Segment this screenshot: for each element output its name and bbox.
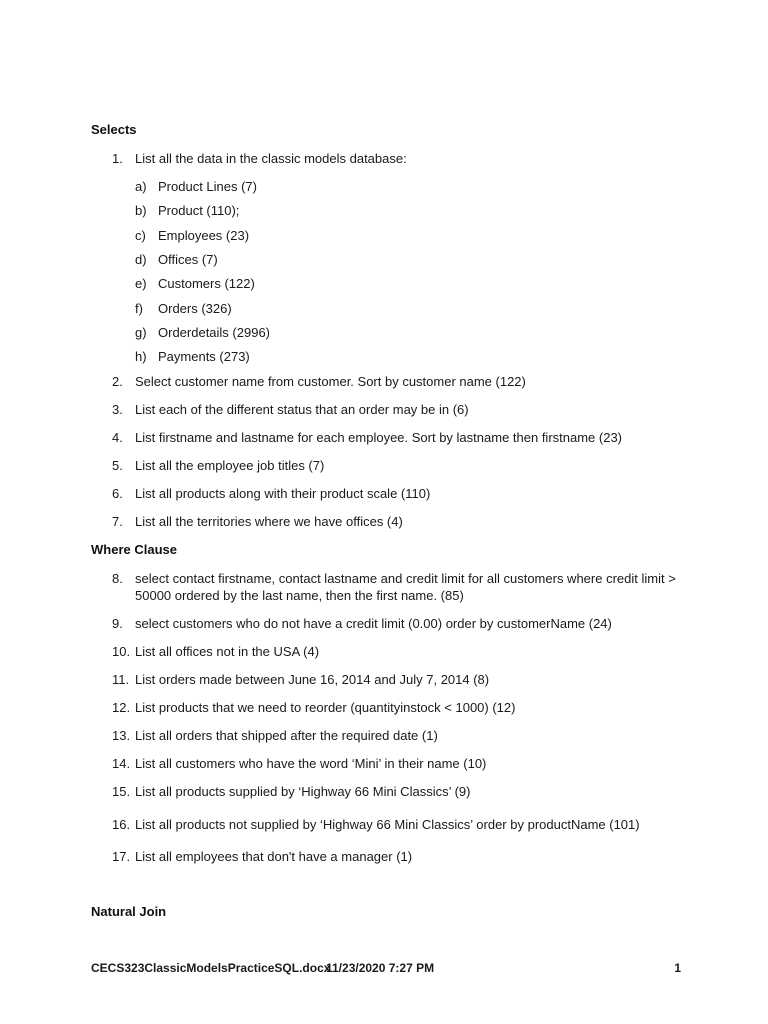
item-number: 1. xyxy=(112,151,123,166)
section-heading-selects: Selects xyxy=(91,122,137,137)
item-text: List all products supplied by ‘Highway 66 Mini Classics’ (9) xyxy=(135,784,471,799)
item-number: 14. xyxy=(112,756,131,771)
item-number: 4. xyxy=(112,430,123,445)
item-number: 5. xyxy=(112,458,123,473)
item-text: List all customers who have the word ‘Mini’ in their name (10) xyxy=(135,756,487,771)
footer-filename: CECS323ClassicModelsPracticeSQL.docx xyxy=(91,961,331,975)
item-number: 3. xyxy=(112,402,123,417)
sub-item-text: Offices (7) xyxy=(158,252,218,267)
item-text: List all the employee job titles (7) xyxy=(135,458,325,473)
item-number: 17. xyxy=(112,849,131,864)
sub-item-letter: h) xyxy=(135,349,147,364)
item-number: 15. xyxy=(112,784,131,799)
sub-item-text: Product Lines (7) xyxy=(158,179,257,194)
item-number: 9. xyxy=(112,616,123,631)
item-text: List all products along with their product scale (110) xyxy=(135,486,431,501)
item-number: 10. xyxy=(112,644,131,659)
sub-item-text: Employees (23) xyxy=(158,228,250,243)
sub-item-text: Product (110); xyxy=(158,203,240,218)
item-number: 8. xyxy=(112,571,123,586)
section-heading-natural-join: Natural Join xyxy=(91,904,167,919)
sub-item-letter: c) xyxy=(135,228,146,243)
item-text: List all offices not in the USA (4) xyxy=(135,644,320,659)
item-text: List firstname and lastname for each employee. Sort by lastname then firstname (23) xyxy=(135,430,623,445)
sub-item-letter: g) xyxy=(135,325,147,340)
sub-item-letter: e) xyxy=(135,276,147,291)
item-text: Select customer name from customer. Sort by customer name (122) xyxy=(135,374,526,389)
item-text: select customers who do not have a credit limit (0.00) order by customerName (24) xyxy=(135,616,612,631)
item-text: List all orders that shipped after the required date (1) xyxy=(135,728,438,743)
sub-item-text: Payments (273) xyxy=(158,349,250,364)
item-text: List products that we need to reorder (quantityinstock < 1000) (12) xyxy=(135,700,516,715)
item-text: List each of the different status that an order may be in (6) xyxy=(135,402,469,417)
footer-page-number: 1 xyxy=(674,961,681,975)
item-number: 2. xyxy=(112,374,123,389)
sub-item-letter: f) xyxy=(135,301,143,316)
item-number: 12. xyxy=(112,700,131,715)
sub-item-letter: d) xyxy=(135,252,147,267)
sub-item-text: Customers (122) xyxy=(158,276,255,291)
sub-item-text: Orders (326) xyxy=(158,301,232,316)
item-text: List all employees that don't have a manager (1) xyxy=(135,849,413,864)
item-number: 16. xyxy=(112,817,131,832)
footer-timestamp: 11/23/2020 7:27 PM xyxy=(326,961,435,975)
item-text: List all products not supplied by ‘Highway 66 Mini Classics’ order by productName (101) xyxy=(135,817,640,832)
item-number: 11. xyxy=(112,672,130,687)
item-text: List orders made between June 16, 2014 and July 7, 2014 (8) xyxy=(135,672,490,687)
sub-item-letter: b) xyxy=(135,203,147,218)
item-number: 7. xyxy=(112,514,123,529)
item-text: select contact firstname, contact lastname and credit limit for all customers where credit limit > 50000 ordered by the last name, then the first name. (85) xyxy=(135,571,676,603)
item-number: 13. xyxy=(112,728,131,743)
item-text: List all the territories where we have offices (4) xyxy=(135,514,403,529)
section-heading-where-clause: Where Clause xyxy=(91,542,177,557)
sub-item-letter: a) xyxy=(135,179,147,194)
item-text: List all the data in the classic models database: xyxy=(135,151,407,166)
sub-item-text: Orderdetails (2996) xyxy=(158,325,270,340)
item-number: 6. xyxy=(112,486,123,501)
